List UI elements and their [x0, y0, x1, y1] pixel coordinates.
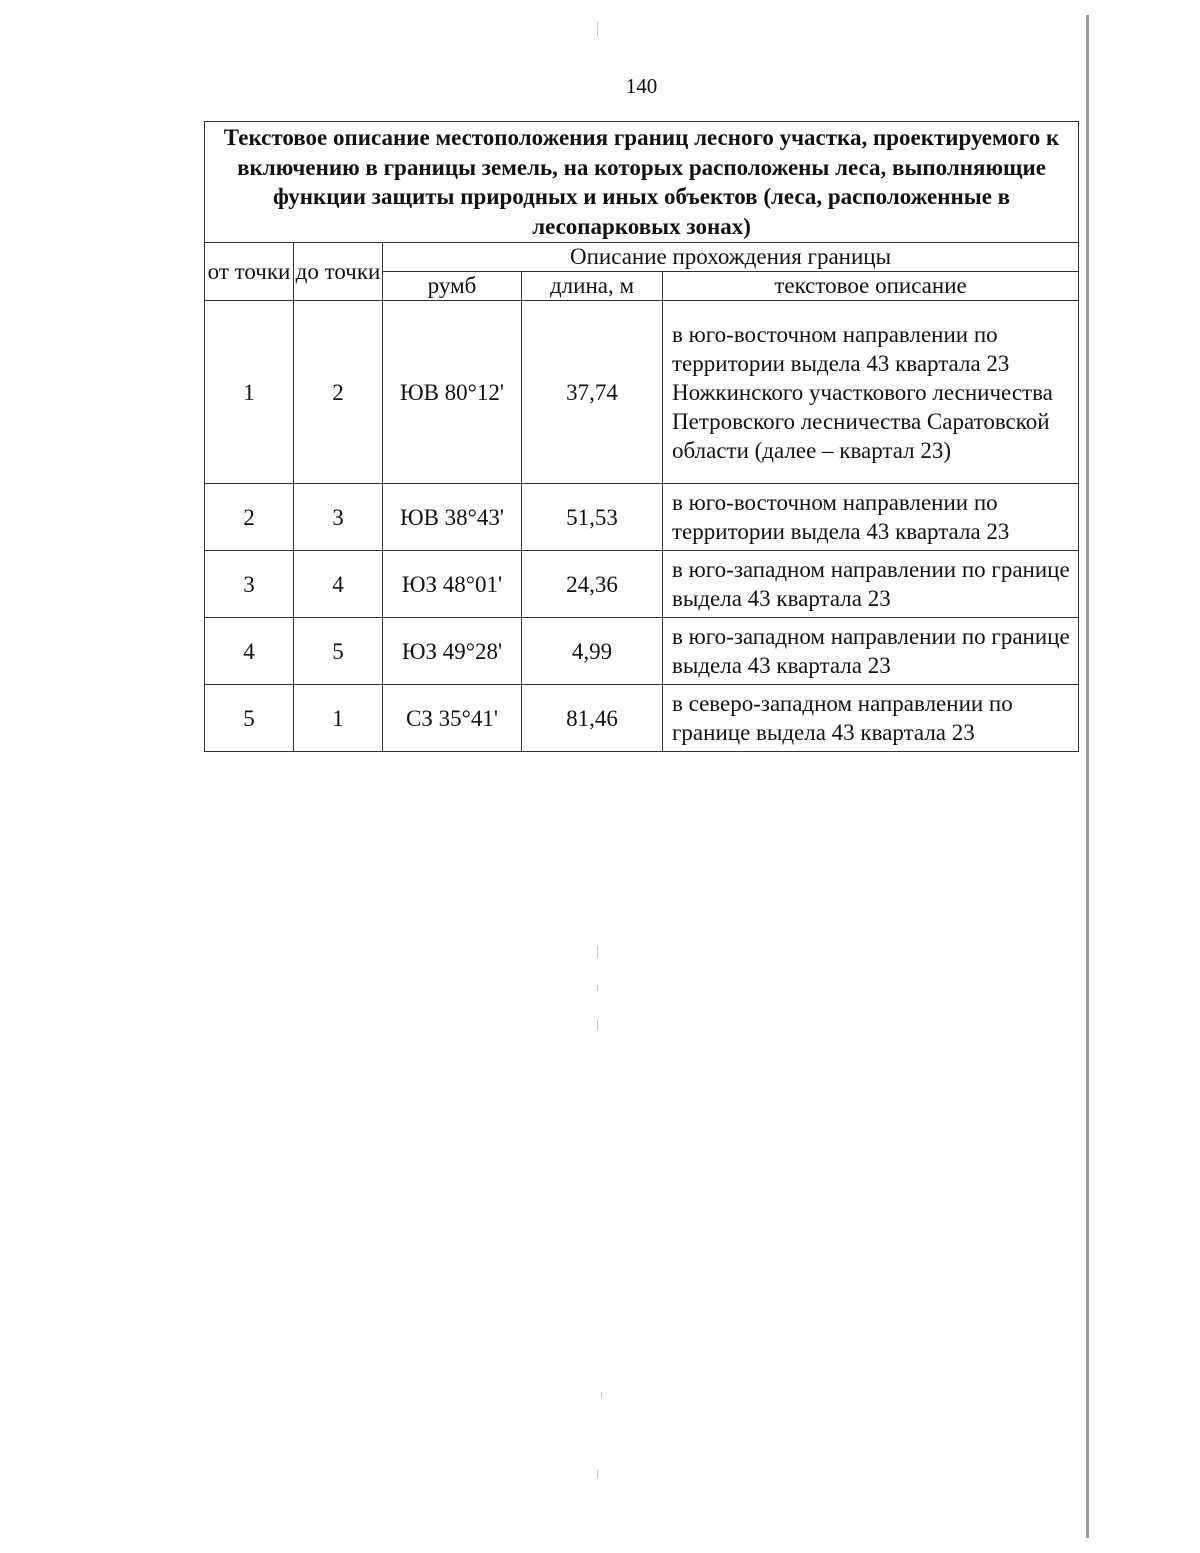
cell-length: 4,99	[522, 618, 663, 685]
cell-bearing: СЗ 35°41'	[383, 685, 522, 752]
cell-bearing: ЮЗ 49°28'	[383, 618, 522, 685]
scan-edge-line	[1086, 15, 1089, 1538]
cell-description: в юго-западном направлении по границе выдела 43 квартала 23	[663, 551, 1079, 618]
cell-to: 4	[294, 551, 383, 618]
cell-description: в юго-восточном направлении по территории выдела 43 квартала 23 Ножкинского участкового лесничества Петровского лесничества Саратовской области (далее – квартал 23)	[663, 301, 1079, 484]
header-from-point: от точки	[205, 243, 294, 301]
table-row	[205, 618, 1079, 685]
cell-description: в юго-восточном направлении по территории выдела 43 квартала 23	[663, 484, 1079, 551]
table-row	[205, 484, 1079, 551]
cell-from: 1	[205, 301, 294, 484]
table-row	[205, 551, 1079, 618]
cell-length: 51,53	[522, 484, 663, 551]
cell-bearing: ЮВ 80°12'	[383, 301, 522, 484]
cell-from: 3	[205, 551, 294, 618]
cell-to: 1	[294, 685, 383, 752]
header-to-point: до точки	[294, 243, 383, 301]
cell-length: 37,74	[522, 301, 663, 484]
header-text-description: текстовое описание	[663, 272, 1079, 301]
cell-to: 5	[294, 618, 383, 685]
cell-to: 2	[294, 301, 383, 484]
header-boundary-description: Описание прохождения границы	[383, 243, 1079, 272]
cell-from: 4	[205, 618, 294, 685]
cell-bearing: ЮВ 38°43'	[383, 484, 522, 551]
boundary-table	[204, 121, 1079, 752]
table-row	[205, 685, 1079, 752]
cell-from: 2	[205, 484, 294, 551]
cell-to: 3	[294, 484, 383, 551]
cell-bearing: ЮЗ 48°01'	[383, 551, 522, 618]
cell-description: в северо-западном направлении по границе выдела 43 квартала 23	[663, 685, 1079, 752]
cell-from: 5	[205, 685, 294, 752]
cell-length: 24,36	[522, 551, 663, 618]
cell-length: 81,46	[522, 685, 663, 752]
header-bearing: румб	[383, 272, 522, 301]
table-row	[205, 301, 1079, 484]
header-length: длина, м	[522, 272, 663, 301]
page-number: 140	[625, 74, 658, 98]
table-title: Текстовое описание местоположения границ лесного участка, проектируемого к включению в границы земель, на которых расположены леса, выполняющие функции защиты природных и иных объектов (леса, расположенные в лесопарковых зонах)	[205, 122, 1079, 243]
cell-description: в юго-западном направлении по границе выдела 43 квартала 23	[663, 618, 1079, 685]
